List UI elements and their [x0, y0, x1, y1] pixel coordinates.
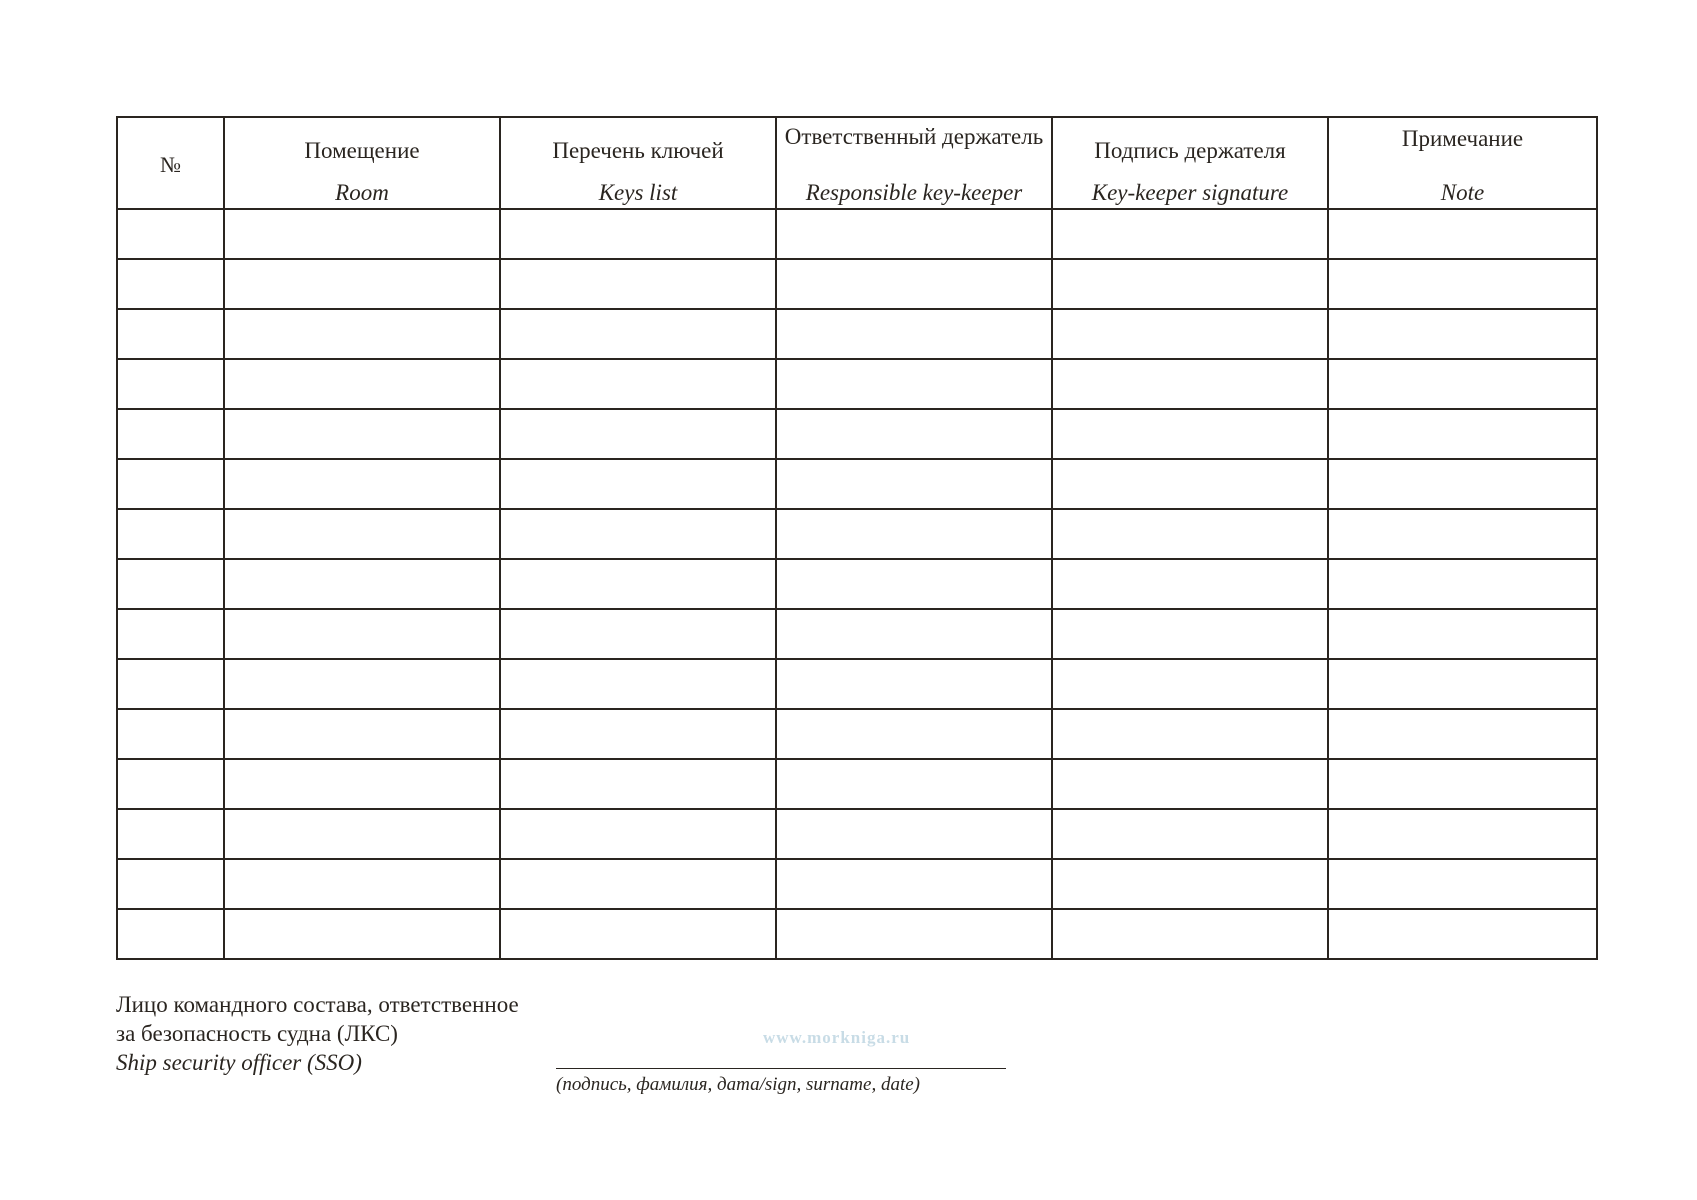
- table-cell: [500, 909, 776, 959]
- table-cell: [1328, 509, 1597, 559]
- table-row: [117, 609, 1597, 659]
- key-register-form: [116, 116, 1596, 960]
- table-cell: [1328, 209, 1597, 259]
- header-note: [1328, 117, 1597, 209]
- table-cell: [1328, 559, 1597, 609]
- table-cell: [776, 709, 1052, 759]
- table-cell: [500, 759, 776, 809]
- table-row: [117, 209, 1597, 259]
- table-cell: [1052, 909, 1328, 959]
- table-cell: [1052, 459, 1328, 509]
- table-cell: [117, 659, 224, 709]
- table-cell: [117, 909, 224, 959]
- table-cell: [776, 459, 1052, 509]
- table-cell: [1328, 709, 1597, 759]
- table-row: [117, 809, 1597, 859]
- table-row: [117, 909, 1597, 959]
- header-keeper-signature: [1052, 117, 1328, 209]
- table-cell: [224, 859, 500, 909]
- table-cell: [1052, 709, 1328, 759]
- table-cell: [776, 659, 1052, 709]
- table-cell: [224, 759, 500, 809]
- table-cell: [117, 209, 224, 259]
- header-keys-list: [500, 117, 776, 209]
- header-keys-list-ru: Перечень ключей: [552, 138, 724, 163]
- table-row: [117, 459, 1597, 509]
- table-cell: [1328, 459, 1597, 509]
- table-cell: [776, 509, 1052, 559]
- table-cell: [117, 609, 224, 659]
- header-key-keeper-en: Responsible key-keeper: [805, 180, 1023, 205]
- table-cell: [224, 459, 500, 509]
- table-cell: [776, 909, 1052, 959]
- table-cell: [1052, 859, 1328, 909]
- table-cell: [117, 559, 224, 609]
- table-cell: [1052, 659, 1328, 709]
- table-cell: [117, 759, 224, 809]
- table-cell: [224, 609, 500, 659]
- table-cell: [776, 759, 1052, 809]
- table-cell: [1328, 809, 1597, 859]
- signature-caption: (подпись, фамилия, дата/sign, surname, date): [556, 1074, 920, 1095]
- table-cell: [224, 659, 500, 709]
- header-note-ru: Примечание: [1401, 126, 1524, 151]
- table-cell: [776, 609, 1052, 659]
- header-key-keeper: [776, 117, 1052, 209]
- table-cell: [1052, 509, 1328, 559]
- table-cell: [224, 709, 500, 759]
- table-cell: [1052, 209, 1328, 259]
- table-cell: [776, 809, 1052, 859]
- table-cell: [117, 459, 224, 509]
- table-cell: [1052, 259, 1328, 309]
- signature-line: [556, 1068, 1006, 1069]
- table-cell: [117, 409, 224, 459]
- table-cell: [500, 609, 776, 659]
- table-cell: [500, 859, 776, 909]
- table-cell: [117, 509, 224, 559]
- table-cell: [500, 709, 776, 759]
- table-row: [117, 659, 1597, 709]
- table-cell: [500, 809, 776, 859]
- table-cell: [500, 659, 776, 709]
- header-number-label: №: [160, 152, 181, 177]
- table-cell: [1052, 409, 1328, 459]
- table-row: [117, 409, 1597, 459]
- header-number: [117, 117, 224, 209]
- table-cell: [500, 259, 776, 309]
- table-row: [117, 759, 1597, 809]
- table-cell: [117, 859, 224, 909]
- table-row: [117, 859, 1597, 909]
- table-cell: [776, 409, 1052, 459]
- table-row: [117, 509, 1597, 559]
- table-row: [117, 259, 1597, 309]
- table-cell: [776, 859, 1052, 909]
- header-room: [224, 117, 500, 209]
- table-row: [117, 309, 1597, 359]
- header-row: [117, 117, 1597, 209]
- key-register-table: [116, 116, 1598, 960]
- table-cell: [776, 309, 1052, 359]
- table-cell: [1328, 909, 1597, 959]
- table-cell: [224, 309, 500, 359]
- table-cell: [224, 409, 500, 459]
- table-cell: [1052, 809, 1328, 859]
- table-cell: [1328, 359, 1597, 409]
- table-cell: [224, 559, 500, 609]
- table-cell: [500, 459, 776, 509]
- table-cell: [1328, 609, 1597, 659]
- sso-label: [116, 990, 519, 1077]
- sso-label-ru-line1: Лицо командного состава, ответственное: [116, 992, 519, 1017]
- table-cell: [500, 509, 776, 559]
- table-cell: [224, 209, 500, 259]
- table-cell: [1052, 609, 1328, 659]
- watermark: www.morkniga.ru: [763, 1028, 911, 1047]
- table-cell: [117, 259, 224, 309]
- table-cell: [117, 709, 224, 759]
- table-cell: [500, 409, 776, 459]
- table-cell: [1328, 409, 1597, 459]
- header-keys-list-en: Keys list: [598, 180, 678, 205]
- header-note-en: Note: [1440, 180, 1485, 205]
- table-cell: [500, 309, 776, 359]
- header-keeper-signature-ru: Подпись держателя: [1094, 138, 1286, 163]
- table-cell: [1328, 659, 1597, 709]
- table-cell: [500, 359, 776, 409]
- table-cell: [1052, 309, 1328, 359]
- table-cell: [224, 259, 500, 309]
- table-cell: [117, 309, 224, 359]
- table-row: [117, 359, 1597, 409]
- table-cell: [1328, 759, 1597, 809]
- header-key-keeper-ru: Ответственный держатель: [784, 124, 1044, 149]
- table-cell: [776, 259, 1052, 309]
- table-row: [117, 559, 1597, 609]
- header-room-en: Room: [335, 180, 389, 205]
- table-cell: [117, 359, 224, 409]
- table-cell: [1052, 559, 1328, 609]
- table-cell: [1328, 259, 1597, 309]
- table-cell: [500, 209, 776, 259]
- table-cell: [500, 559, 776, 609]
- table-cell: [776, 209, 1052, 259]
- table-cell: [224, 359, 500, 409]
- header-room-ru: Помещение: [304, 138, 420, 163]
- table-cell: [224, 509, 500, 559]
- table-cell: [776, 359, 1052, 409]
- table-cell: [224, 809, 500, 859]
- table-cell: [1328, 859, 1597, 909]
- table-body: [117, 209, 1597, 959]
- table-cell: [1052, 359, 1328, 409]
- table-cell: [1052, 759, 1328, 809]
- table-cell: [1328, 309, 1597, 359]
- table-cell: [117, 809, 224, 859]
- header-keeper-signature-en: Key-keeper signature: [1091, 180, 1289, 205]
- table-row: [117, 709, 1597, 759]
- table-cell: [224, 909, 500, 959]
- sso-label-ru-line2: за безопасность судна (ЛКС): [116, 1021, 398, 1046]
- table-cell: [776, 559, 1052, 609]
- sso-label-en: Ship security officer (SSO): [116, 1050, 362, 1075]
